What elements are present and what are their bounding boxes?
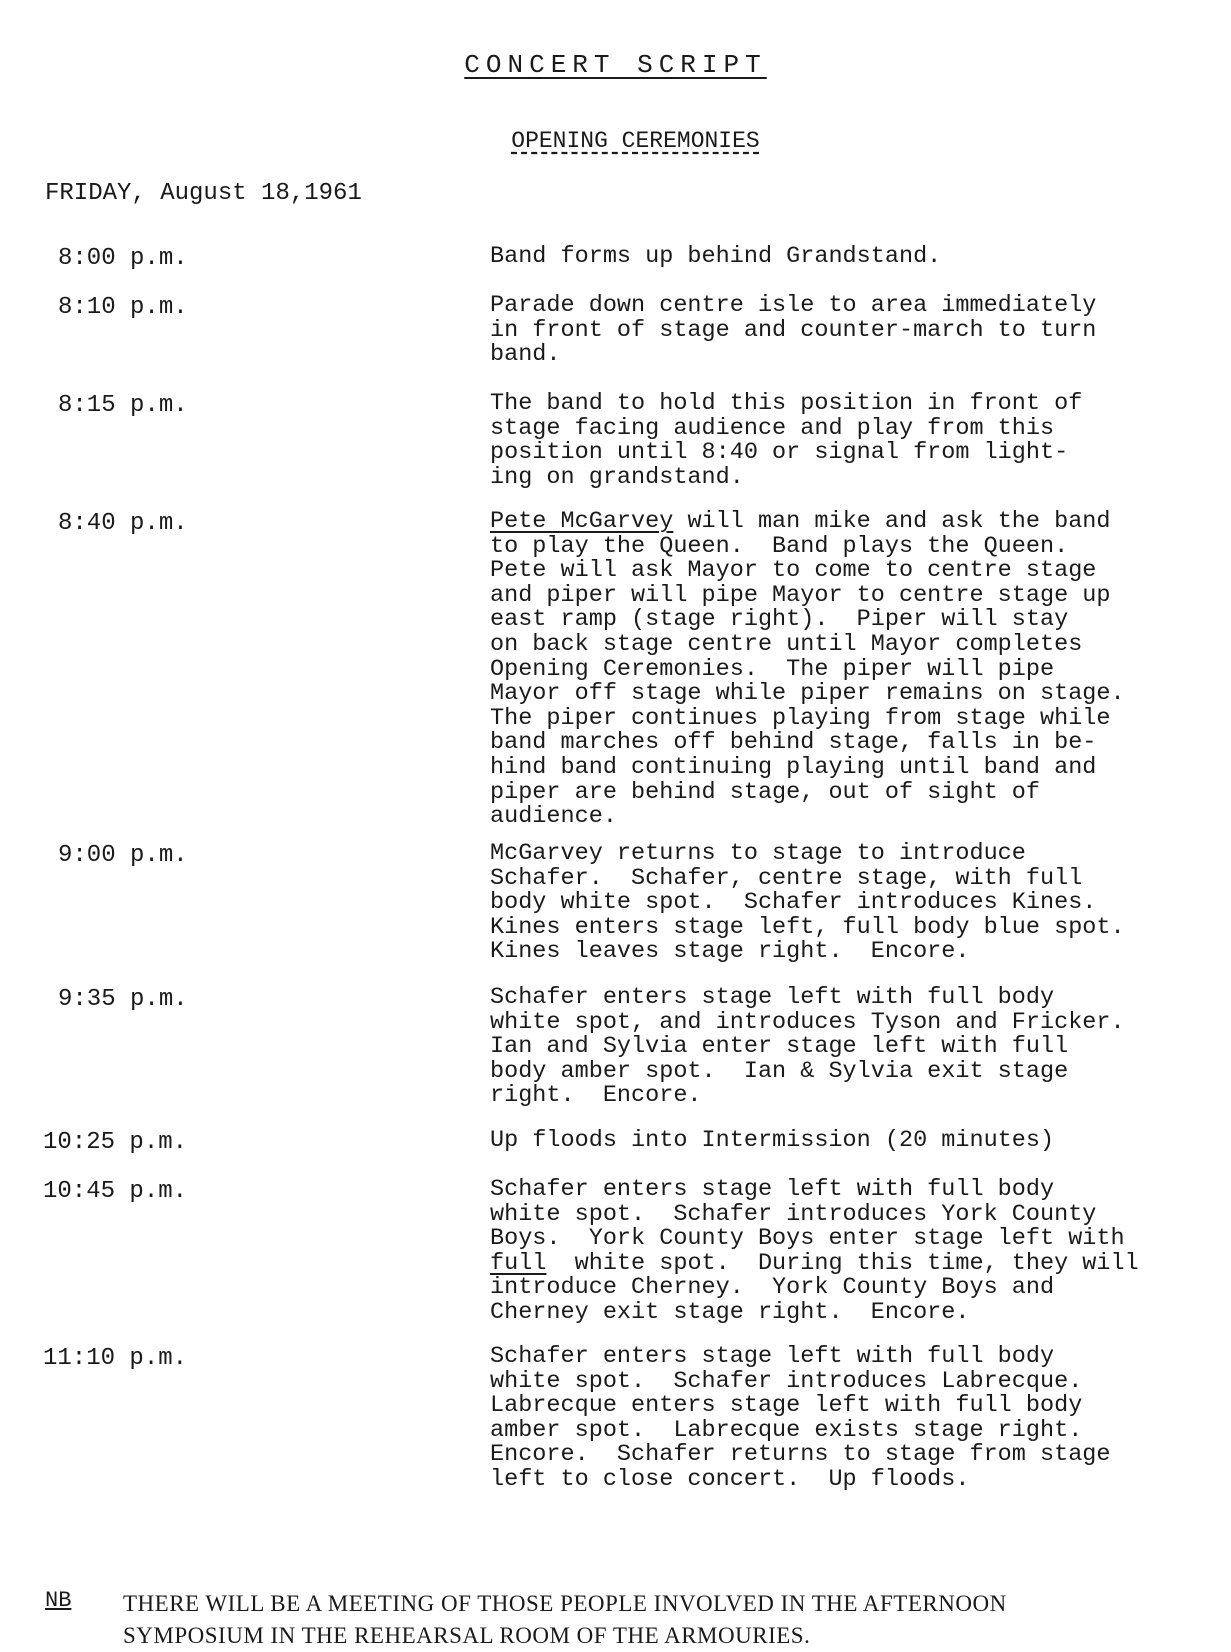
footnote-label: NB [45, 1588, 72, 1613]
entry-time: 9:35 p.m. [58, 986, 188, 1013]
entry-time: 8:10 p.m. [58, 294, 188, 321]
entry-description: Schafer enters stage left with full body white spot. Schafer introduces Labrecque. Labrecque enters stage left with full body amber spot. Labrecque exists stage right. Encore. Schafer returns to stage from stage left to close concert. Up floods. [490, 1343, 1111, 1493]
event-date: FRIDAY, August 18,1961 [45, 180, 362, 207]
highlighted-name: Pete McGarvey [490, 508, 674, 535]
entry-description: Up floods into Intermission (20 minutes) [490, 1127, 1055, 1154]
entry-description: The band to hold this position in front of stage facing audience and play from this position until 8:40 or signal from light- ing on grandstand. [490, 390, 1083, 491]
emphasized-word: full [490, 1249, 547, 1277]
entry-time: 11:10 p.m. [43, 1345, 188, 1372]
entry-time: 10:25 p.m. [43, 1129, 188, 1156]
entry-time: 9:00 p.m. [58, 842, 188, 869]
entry-description [490, 510, 1210, 830]
entry-description: Schafer enters stage left with full body white spot. Schafer introduces York County Boys. York County Boys enter stage left with full white spot. During this time, they will introduce Cherney. York County Boys and Cherney exit stage right. Encore. [490, 1176, 1139, 1326]
entry-description: Band forms up behind Grandstand. [490, 243, 942, 270]
entry-time: 8:00 p.m. [58, 245, 188, 272]
entry-description: McGarvey returns to stage to introduce Schafer. Schafer, centre stage, with full body white spot. Schafer introduces Kines. Kines enters stage left, full body blue spot. Kines leaves stage right. Encore. [490, 840, 1125, 966]
entry-time: 10:45 p.m. [43, 1178, 188, 1205]
entry-time: 8:15 p.m. [58, 392, 188, 419]
section-subtitle: OPENING CEREMONIES [511, 128, 760, 154]
entry-description: Schafer enters stage left with full body white spot, and introduces Tyson and Fricker. Ian and Sylvia enter stage left with full body amber spot. Ian & Sylvia exit stage right. Encore. [490, 984, 1125, 1110]
entry-description-rest: will man mike and ask the band to play the Queen. Band plays the Queen. Pete will ask Mayor to come to centre stage and piper will pipe Mayor to centre stage up east ramp (stage right). Piper will stay on back stage centre until Mayor completes Opening Ceremonies. The piper will pipe Mayor off stage while piper remains on stage. The piper continues playing from stage while band marches off behind stage, falls in be- hind band continuing playing until band and piper are behind stage, out of sight of audience. [490, 508, 1125, 831]
entry-time: 8:40 p.m. [58, 510, 188, 537]
footnote-text: THERE WILL BE A MEETING OF THOSE PEOPLE INVOLVED IN THE AFTERNOON SYMPOSIUM IN THE REHEARSAL ROOM OF THE ARMOURIES. [123, 1591, 1007, 1648]
entry-description: Parade down centre isle to area immediately in front of stage and counter-march to turn band. [490, 292, 1097, 369]
page-title: CONCERT SCRIPT [464, 50, 767, 80]
